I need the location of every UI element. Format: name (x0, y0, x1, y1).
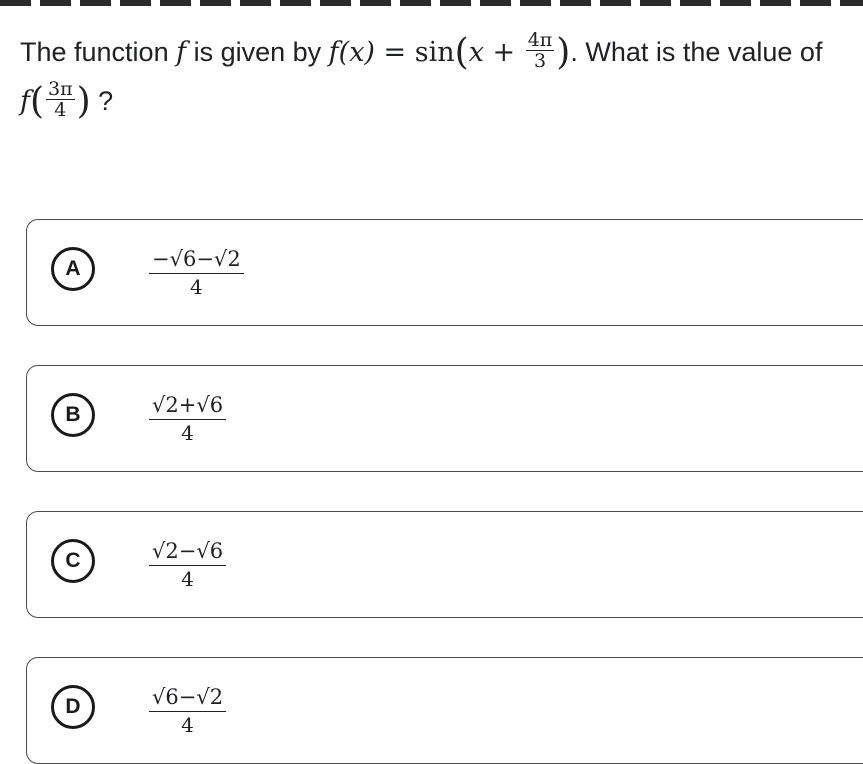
choice-d-numerator: √6−√2 (149, 684, 226, 712)
choice-b-numerator: √2+√6 (149, 392, 226, 420)
function-inner: x + (468, 37, 524, 68)
choice-c-numerator: √2−√6 (149, 538, 226, 566)
function-definition-equals: = sin (374, 37, 455, 68)
question-prefix: The function (20, 37, 177, 67)
choice-letter-a: A (51, 247, 95, 291)
phase-shift-fraction (526, 30, 555, 71)
close-paren: ) (556, 32, 571, 73)
choice-b[interactable] (26, 365, 863, 472)
choice-letter-b: B (51, 393, 95, 437)
question-after: . What is the value of (570, 37, 823, 67)
open-paren: ( (454, 32, 469, 73)
choice-b-fraction (149, 392, 226, 446)
choice-c-denominator: 4 (181, 567, 194, 591)
argument-numerator: 3π (48, 78, 73, 101)
choice-a[interactable] (26, 219, 863, 326)
choice-a-denominator: 4 (189, 275, 203, 299)
choice-c-fraction (149, 538, 226, 592)
choice-a-fraction (149, 246, 244, 300)
top-dashed-divider (0, 0, 863, 6)
question-text (20, 28, 850, 126)
choice-d-fraction (149, 684, 226, 738)
choice-c[interactable] (26, 511, 863, 618)
choice-letter-c: C (51, 539, 95, 583)
function-name-eval: f (20, 86, 30, 117)
choice-a-numerator: −√6−√2 (149, 246, 244, 274)
question-suffix: ? (90, 86, 114, 116)
choice-d-denominator: 4 (181, 713, 194, 737)
phase-shift-denominator: 3 (533, 50, 547, 73)
function-definition-lhs: f(x) (328, 37, 375, 68)
choice-letter-d: D (51, 685, 95, 729)
argument-fraction (46, 79, 75, 120)
question-mid: is given by (186, 37, 329, 67)
function-name: f (176, 37, 187, 68)
choice-d[interactable] (26, 657, 863, 764)
close-paren-eval: ) (76, 81, 91, 122)
choice-b-denominator: 4 (181, 421, 194, 445)
phase-shift-numerator: 4π (527, 29, 553, 52)
open-paren-eval: ( (30, 81, 45, 122)
argument-denominator: 4 (54, 99, 67, 122)
